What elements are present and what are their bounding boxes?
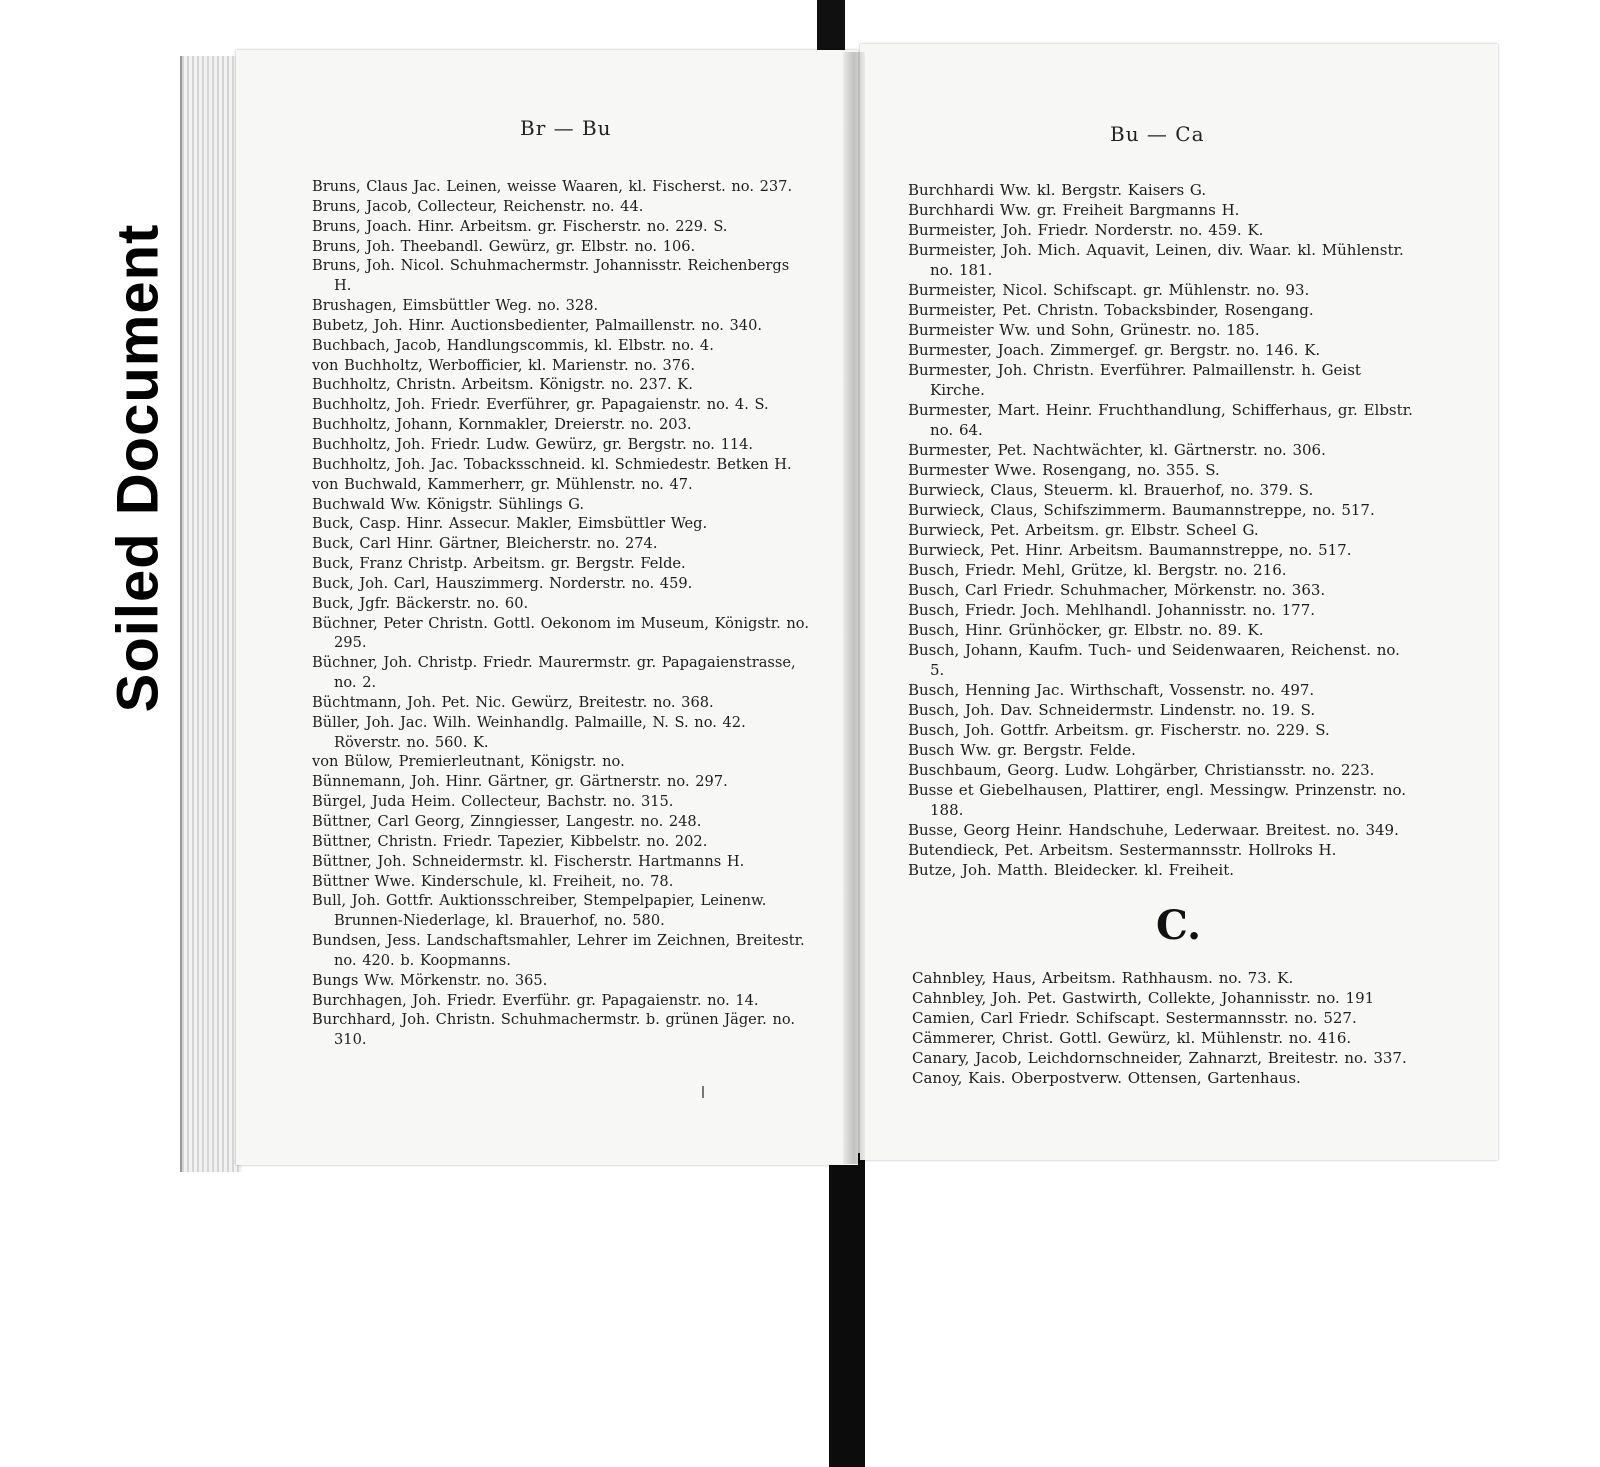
directory-entry: Buchholtz, Johann, Kornmakler, Dreierstr. no. 203. — [312, 416, 692, 434]
directory-entry: Büttner, Carl Georg, Zinngiesser, Langestr. no. 248. — [312, 813, 702, 830]
left-page-header: Br — Bu — [520, 116, 612, 140]
directory-entry: Burmester, Joh. Christn. Everführer. Palmaillenstr. h. Geist Kirche. — [908, 361, 1361, 399]
directory-entry: Busch, Henning Jac. Wirthschaft, Vossenstr. no. 497. — [908, 681, 1315, 699]
directory-entry: Busch, Joh. Gottfr. Arbeitsm. gr. Fischerstr. no. 229. S. — [908, 721, 1330, 739]
directory-entry: Burwieck, Claus, Schifszimmerm. Baumannstreppe, no. 517. — [908, 501, 1375, 519]
directory-entry: Burchhardi Ww. kl. Bergstr. Kaisers G. — [908, 181, 1207, 199]
directory-entry: Bürgel, Juda Heim. Collecteur, Bachstr. no. 315. — [312, 793, 674, 811]
directory-entry: Burchhard, Joh. Christn. Schuhmachermstr. b. grünen Jäger. no. 310. — [312, 1011, 796, 1049]
directory-entry: Bruns, Claus Jac. Leinen, weisse Waaren, kl. Fischerst. no. 237. — [312, 178, 793, 195]
directory-entry: Buchholtz, Joh. Friedr. Ludw. Gewürz, gr. Bergstr. no. 114. — [312, 435, 754, 453]
directory-entry: Buschbaum, Georg. Ludw. Lohgärber, Christiansstr. no. 223. — [908, 761, 1375, 779]
stamp-label: Soiled Document — [105, 223, 171, 713]
directory-entry: Bruns, Joh. Theebandl. Gewürz, gr. Elbstr. no. 106. — [312, 237, 696, 255]
directory-entry: Busch, Carl Friedr. Schuhmacher, Mörkenstr. no. 363. — [908, 581, 1326, 599]
binding-strip-top — [817, 0, 845, 50]
directory-entry: Camien, Carl Friedr. Schifscapt. Sestermannsstr. no. 527. — [912, 1009, 1357, 1027]
directory-entry: Cahnbley, Haus, Arbeitsm. Rathhausm. no. 73. K. — [912, 969, 1294, 987]
directory-entry: Bungs Ww. Mörkenstr. no. 365. — [312, 971, 548, 989]
directory-entry: Busch, Hinr. Grünhöcker, gr. Elbstr. no. 89. K. — [908, 621, 1264, 639]
directory-entry: Buchholtz, Joh. Friedr. Everführer, gr. Papagaienstr. no. 4. S. — [312, 396, 769, 414]
directory-entry: von Buchholtz, Werbofficier, kl. Marienstr. no. 376. — [312, 356, 695, 374]
page-edges — [180, 56, 242, 1172]
directory-entry: Buck, Casp. Hinr. Assecur. Makler, Eimsbüttler Weg. — [312, 515, 708, 533]
directory-entry: Buchholtz, Christn. Arbeitsm. Königstr. no. 237. K. — [312, 376, 693, 394]
directory-entry: von Buchwald, Kammerherr, gr. Mühlenstr. no. 47. — [312, 475, 693, 493]
directory-entry: Cahnbley, Joh. Pet. Gastwirth, Collekte, Johannisstr. no. 191 — [912, 989, 1375, 1007]
directory-entry: Buck, Carl Hinr. Gärtner, Bleicherstr. no. 274. — [312, 535, 658, 553]
directory-entry: Burmester, Joach. Zimmergef. gr. Bergstr. no. 146. K. — [908, 341, 1321, 359]
directory-entry: Busch, Joh. Dav. Schneidermstr. Lindenstr. no. 19. S. — [908, 701, 1316, 719]
directory-entry: von Bülow, Premierleutnant, Königstr. no. — [312, 753, 625, 771]
directory-entry: Bruns, Joh. Nicol. Schuhmachermstr. Johannisstr. Reichenbergs H. — [312, 257, 790, 295]
directory-entry: Burchhagen, Joh. Friedr. Everführ. gr. Papagaienstr. no. 14. — [312, 991, 759, 1009]
directory-entry: Buck, Jgfr. Bäckerstr. no. 60. — [312, 594, 529, 612]
directory-entry: Burwieck, Pet. Hinr. Arbeitsm. Baumannstreppe, no. 517. — [908, 541, 1352, 559]
directory-entry: Buck, Joh. Carl, Hauszimmerg. Norderstr. no. 459. — [312, 574, 693, 592]
directory-entry: Buchwald Ww. Königstr. Sühlings G. — [312, 495, 585, 513]
book-gutter — [843, 52, 865, 1164]
directory-entry: Busch Ww. gr. Bergstr. Felde. — [908, 741, 1136, 759]
directory-entry: Butze, Joh. Matth. Bleidecker. kl. Freiheit. — [908, 861, 1235, 879]
directory-entry: Brushagen, Eimsbüttler Weg. no. 328. — [312, 297, 599, 315]
directory-entry: Bruns, Joach. Hinr. Arbeitsm. gr. Fischerstr. no. 229. S. — [312, 217, 728, 235]
directory-entry: Büchtmann, Joh. Pet. Nic. Gewürz, Breitestr. no. 368. — [312, 693, 714, 711]
directory-entry: Burchhardi Ww. gr. Freiheit Bargmanns H. — [908, 201, 1240, 219]
directory-entry: Burmeister, Nicol. Schifscapt. gr. Mühlenstr. no. 93. — [908, 281, 1310, 299]
right-page-header: Bu — Ca — [1110, 122, 1205, 146]
directory-entry: Busse, Georg Heinr. Handschuhe, Lederwaar. Breitest. no. 349. — [908, 821, 1399, 839]
directory-entry: Busch, Johann, Kaufm. Tuch- und Seidenwaaren, Reichenst. no. 5. — [908, 641, 1400, 679]
right-entry-list — [908, 180, 1418, 880]
directory-entry: Bünnemann, Joh. Hinr. Gärtner, gr. Gärtnerstr. no. 297. — [312, 773, 728, 791]
directory-entry: Burmeister, Joh. Mich. Aquavit, Leinen, div. Waar. kl. Mühlenstr. no. 181. — [908, 241, 1404, 279]
left-entry-list — [312, 177, 812, 1050]
directory-entry: Burmester Wwe. Rosengang, no. 355. S. — [908, 461, 1220, 479]
c-entry-list — [912, 968, 1422, 1088]
directory-entry: Busse et Giebelhausen, Plattirer, engl. Messingw. Prinzenstr. no. 188. — [908, 781, 1407, 819]
right-page — [860, 44, 1498, 1160]
directory-entry: Burmeister, Joh. Friedr. Norderstr. no. 459. K. — [908, 221, 1264, 239]
directory-entry: Büttner Wwe. Kinderschule, kl. Freiheit, no. 78. — [312, 872, 674, 890]
directory-entry: Cämmerer, Christ. Gottl. Gewürz, kl. Mühlenstr. no. 416. — [912, 1029, 1352, 1047]
directory-entry: Canary, Jacob, Leichdornschneider, Zahnarzt, Breitestr. no. 337. — [912, 1049, 1407, 1067]
directory-entry: Büttner, Christn. Friedr. Tapezier, Kibbelstr. no. 202. — [312, 832, 708, 850]
directory-entry: Burwieck, Pet. Arbeitsm. gr. Elbstr. Scheel G. — [908, 521, 1259, 539]
directory-entry: Burmeister Ww. und Sohn, Grünestr. no. 185. — [908, 321, 1260, 339]
directory-entry: Büller, Joh. Jac. Wilh. Weinhandlg. Palmaille, N. S. no. 42. Röverstr. no. 560. K. — [312, 713, 746, 751]
directory-entry: Busch, Friedr. Joch. Mehlhandl. Johannisstr. no. 177. — [908, 601, 1316, 619]
directory-entry: Bruns, Jacob, Collecteur, Reichenstr. no. 44. — [312, 197, 644, 215]
directory-entry: Burwieck, Claus, Steuerm. kl. Brauerhof, no. 379. S. — [908, 481, 1314, 499]
directory-entry: Buchbach, Jacob, Handlungscommis, kl. Elbstr. no. 4. — [312, 336, 714, 354]
directory-entry: Büchner, Peter Christn. Gottl. Oekonom im Museum, Königstr. no. 295. — [312, 614, 809, 652]
directory-entry: Büchner, Joh. Christp. Friedr. Maurermstr. gr. Papagaienstrasse, no. 2. — [312, 654, 796, 692]
directory-entry: Bull, Joh. Gottfr. Auktionsschreiber, Stempelpapier, Leinenw. Brunnen-Niederlage, kl. Brauerhof, no. 580. — [312, 892, 767, 930]
left-page — [236, 50, 858, 1165]
section-letter-c: C. — [1156, 902, 1202, 949]
directory-entry: Bubetz, Joh. Hinr. Auctionsbedienter, Palmaillenstr. no. 340. — [312, 316, 762, 334]
binding-strip-bottom — [829, 1153, 865, 1467]
directory-entry: Buck, Franz Christp. Arbeitsm. gr. Bergstr. Felde. — [312, 555, 686, 573]
directory-entry: Buchholtz, Joh. Jac. Tobacksschneid. kl. Schmiedestr. Betken H. — [312, 455, 792, 473]
directory-entry: Burmeister, Pet. Christn. Tobacksbinder, Rosengang. — [908, 301, 1314, 319]
directory-entry: Burmester, Mart. Heinr. Fruchthandlung, Schifferhaus, gr. Elbstr. no. 64. — [908, 401, 1413, 439]
directory-entry: Canoy, Kais. Oberpostverw. Ottensen, Gartenhaus. — [912, 1069, 1301, 1087]
directory-entry: Bundsen, Jess. Landschaftsmahler, Lehrer im Zeichnen, Breitestr. no. 420. b. Koopmanns. — [312, 932, 805, 969]
directory-entry: Burmester, Pet. Nachtwächter, kl. Gärtnerstr. no. 306. — [908, 441, 1326, 459]
page-mark — [702, 1086, 704, 1098]
directory-entry: Butendieck, Pet. Arbeitsm. Sestermannsstr. Hollroks H. — [908, 841, 1337, 859]
directory-entry: Büttner, Joh. Schneidermstr. kl. Fischerstr. Hartmanns H. — [312, 852, 745, 870]
directory-entry: Busch, Friedr. Mehl, Grütze, kl. Bergstr. no. 216. — [908, 561, 1287, 579]
